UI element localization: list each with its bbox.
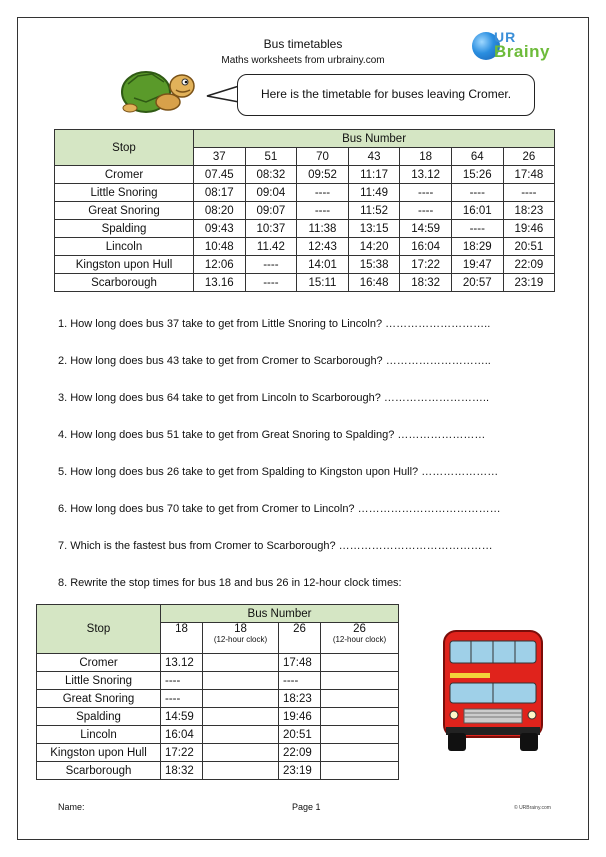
time-cell: ---- bbox=[161, 672, 203, 690]
time-cell: 11:49 bbox=[348, 184, 400, 202]
answer-cell-26[interactable] bbox=[321, 672, 399, 690]
time-cell: ---- bbox=[451, 184, 503, 202]
table-row bbox=[37, 690, 399, 708]
copyright: © URBrainy.com bbox=[514, 805, 551, 811]
time-cell: 15:11 bbox=[297, 274, 349, 292]
time-cell: 22:09 bbox=[503, 256, 555, 274]
table-row bbox=[37, 654, 399, 672]
time-cell: 18:23 bbox=[503, 202, 555, 220]
time-cell: 17:48 bbox=[279, 654, 321, 672]
time-cell: 16:04 bbox=[161, 726, 203, 744]
table-row bbox=[55, 202, 555, 220]
time-cell: 11:17 bbox=[348, 166, 400, 184]
time-cell: ---- bbox=[400, 184, 452, 202]
answer-cell-18[interactable] bbox=[203, 726, 279, 744]
header-row bbox=[37, 605, 399, 623]
question-2: 2. How long does bus 43 take to get from Cromer to Scarborough? ……………………….. bbox=[58, 355, 491, 367]
time-cell: 17:48 bbox=[503, 166, 555, 184]
time-cell: 14:01 bbox=[297, 256, 349, 274]
conversion-table bbox=[36, 604, 399, 780]
bus-number-header: Bus Number bbox=[194, 130, 555, 148]
column-subtitle: (12-hour clock) bbox=[332, 635, 387, 644]
answer-cell-18[interactable] bbox=[203, 708, 279, 726]
table-row bbox=[37, 708, 399, 726]
answer-cell-26[interactable] bbox=[321, 744, 399, 762]
time-cell: ---- bbox=[245, 256, 297, 274]
time-cell: 10:48 bbox=[194, 238, 246, 256]
answer-cell-18[interactable] bbox=[203, 762, 279, 780]
column-header bbox=[161, 623, 203, 654]
time-cell: 12:06 bbox=[194, 256, 246, 274]
stop-cell: Great Snoring bbox=[37, 690, 161, 708]
time-cell: ---- bbox=[400, 202, 452, 220]
time-cell: 13:15 bbox=[348, 220, 400, 238]
time-cell: ---- bbox=[297, 184, 349, 202]
bus-number-cell: 43 bbox=[348, 148, 400, 166]
answer-cell-26[interactable] bbox=[321, 708, 399, 726]
bus-number-cell: 70 bbox=[297, 148, 349, 166]
answer-cell-18[interactable] bbox=[203, 654, 279, 672]
header-row bbox=[55, 130, 555, 148]
time-cell: 08:32 bbox=[245, 166, 297, 184]
conversion-table-body bbox=[37, 605, 399, 780]
time-cell: 15:26 bbox=[451, 166, 503, 184]
time-cell: 17:22 bbox=[161, 744, 203, 762]
time-cell: 23:19 bbox=[503, 274, 555, 292]
time-cell: 18:23 bbox=[279, 690, 321, 708]
time-cell: ---- bbox=[297, 202, 349, 220]
time-cell: 12:43 bbox=[297, 238, 349, 256]
time-cell: 08:17 bbox=[194, 184, 246, 202]
question-6: 6. How long does bus 70 take to get from Cromer to Lincoln? ………………………………… bbox=[58, 503, 501, 515]
stop-cell: Scarborough bbox=[55, 274, 194, 292]
time-cell: ---- bbox=[245, 274, 297, 292]
time-cell: 23:19 bbox=[279, 762, 321, 780]
stop-header: Stop bbox=[37, 605, 161, 654]
logo-text-ur: UR bbox=[494, 29, 517, 45]
answer-cell-26[interactable] bbox=[321, 726, 399, 744]
time-cell: 13.12 bbox=[400, 166, 452, 184]
time-cell: 11.42 bbox=[245, 238, 297, 256]
time-cell: 09:07 bbox=[245, 202, 297, 220]
stop-cell: Lincoln bbox=[55, 238, 194, 256]
answer-cell-26[interactable] bbox=[321, 762, 399, 780]
time-cell: 18:32 bbox=[161, 762, 203, 780]
bus-number-cell: 26 bbox=[503, 148, 555, 166]
table-row bbox=[55, 220, 555, 238]
question-8: 8. Rewrite the stop times for bus 18 and bus 26 in 12-hour clock times: bbox=[58, 577, 402, 589]
table-row bbox=[37, 726, 399, 744]
stop-cell: Cromer bbox=[55, 166, 194, 184]
speech-bubble bbox=[237, 74, 535, 116]
stop-cell: Lincoln bbox=[37, 726, 161, 744]
time-cell: 14:20 bbox=[348, 238, 400, 256]
time-cell: ---- bbox=[161, 690, 203, 708]
time-cell: 09:43 bbox=[194, 220, 246, 238]
answer-cell-18[interactable] bbox=[203, 690, 279, 708]
stop-cell: Kingston upon Hull bbox=[37, 744, 161, 762]
bus-number-cell: 51 bbox=[245, 148, 297, 166]
time-cell: ---- bbox=[279, 672, 321, 690]
stop-header: Stop bbox=[55, 130, 194, 166]
page-subtitle: Maths worksheets from urbrainy.com bbox=[221, 55, 385, 66]
time-cell: 16:04 bbox=[400, 238, 452, 256]
question-3: 3. How long does bus 64 take to get from Lincoln to Scarborough? ……………………….. bbox=[58, 392, 490, 404]
column-subtitle: (12-hour clock) bbox=[213, 635, 268, 644]
stop-cell: Little Snoring bbox=[37, 672, 161, 690]
column-bus-number: 26 bbox=[353, 623, 366, 635]
time-cell: 19:46 bbox=[279, 708, 321, 726]
stop-cell: Scarborough bbox=[37, 762, 161, 780]
time-cell: 11:38 bbox=[297, 220, 349, 238]
stop-cell: Kingston upon Hull bbox=[55, 256, 194, 274]
time-cell: 20:51 bbox=[279, 726, 321, 744]
column-header bbox=[279, 623, 321, 654]
question-4: 4. How long does bus 51 take to get from Great Snoring to Spalding? …………………… bbox=[58, 429, 486, 441]
timetable-body bbox=[55, 130, 555, 292]
stop-cell: Spalding bbox=[37, 708, 161, 726]
table-row bbox=[37, 672, 399, 690]
question-5: 5. How long does bus 26 take to get from Spalding to Kingston upon Hull? ………………… bbox=[58, 466, 499, 478]
column-header bbox=[321, 623, 399, 654]
time-cell: 09:04 bbox=[245, 184, 297, 202]
time-cell: 14:59 bbox=[161, 708, 203, 726]
question-1: 1. How long does bus 37 take to get from Little Snoring to Lincoln? ……………………….. bbox=[58, 318, 491, 330]
time-cell: 09:52 bbox=[297, 166, 349, 184]
time-cell: ---- bbox=[503, 184, 555, 202]
time-cell: 16:01 bbox=[451, 202, 503, 220]
time-cell: 18:29 bbox=[451, 238, 503, 256]
column-bus-number: 18 bbox=[175, 623, 188, 635]
table-row bbox=[55, 238, 555, 256]
time-cell: 15:38 bbox=[348, 256, 400, 274]
answer-cell-18[interactable] bbox=[203, 744, 279, 762]
bus-number-cell: 64 bbox=[451, 148, 503, 166]
speech-text: Here is the timetable for buses leaving Cromer. bbox=[260, 87, 512, 101]
stop-cell: Great Snoring bbox=[55, 202, 194, 220]
time-cell: ---- bbox=[451, 220, 503, 238]
time-cell: 16:48 bbox=[348, 274, 400, 292]
table-row bbox=[55, 166, 555, 184]
stop-cell: Spalding bbox=[55, 220, 194, 238]
time-cell: 11:52 bbox=[348, 202, 400, 220]
time-cell: 10:37 bbox=[245, 220, 297, 238]
stop-cell: Cromer bbox=[37, 654, 161, 672]
answer-cell-26[interactable] bbox=[321, 690, 399, 708]
page-number: Page 1 bbox=[292, 802, 321, 812]
time-cell: 14:59 bbox=[400, 220, 452, 238]
time-cell: 08:20 bbox=[194, 202, 246, 220]
bus-timetable bbox=[54, 129, 555, 292]
bus-number-cell: 18 bbox=[400, 148, 452, 166]
column-bus-number: 26 bbox=[293, 623, 306, 635]
bus-number-header: Bus Number bbox=[161, 605, 399, 623]
name-label: Name: bbox=[58, 802, 85, 812]
time-cell: 19:47 bbox=[451, 256, 503, 274]
time-cell: 17:22 bbox=[400, 256, 452, 274]
stop-cell: Little Snoring bbox=[55, 184, 194, 202]
table-row bbox=[55, 184, 555, 202]
double-decker-bus-illustration bbox=[440, 627, 546, 753]
time-cell: 22:09 bbox=[279, 744, 321, 762]
time-cell: 07.45 bbox=[194, 166, 246, 184]
time-cell: 19:46 bbox=[503, 220, 555, 238]
time-cell: 18:32 bbox=[400, 274, 452, 292]
answer-cell-26[interactable] bbox=[321, 654, 399, 672]
question-7: 7. Which is the fastest bus from Cromer to Scarborough? …………………………………… bbox=[58, 540, 493, 552]
column-header bbox=[203, 623, 279, 654]
logo-text-brainy: Brainy bbox=[494, 42, 550, 61]
speech-bubble-tail bbox=[205, 84, 241, 106]
time-cell: 13.16 bbox=[194, 274, 246, 292]
column-bus-number: 18 bbox=[234, 623, 247, 635]
table-row bbox=[37, 762, 399, 780]
bus-number-cell: 37 bbox=[194, 148, 246, 166]
answer-cell-18[interactable] bbox=[203, 672, 279, 690]
time-cell: 20:51 bbox=[503, 238, 555, 256]
table-row bbox=[55, 274, 555, 292]
urbrainy-logo bbox=[472, 29, 562, 68]
table-row bbox=[37, 744, 399, 762]
page-title: Bus timetables bbox=[263, 37, 343, 51]
turtle-illustration bbox=[112, 64, 204, 116]
time-cell: 20:57 bbox=[451, 274, 503, 292]
time-cell: 13.12 bbox=[161, 654, 203, 672]
table-row bbox=[55, 256, 555, 274]
